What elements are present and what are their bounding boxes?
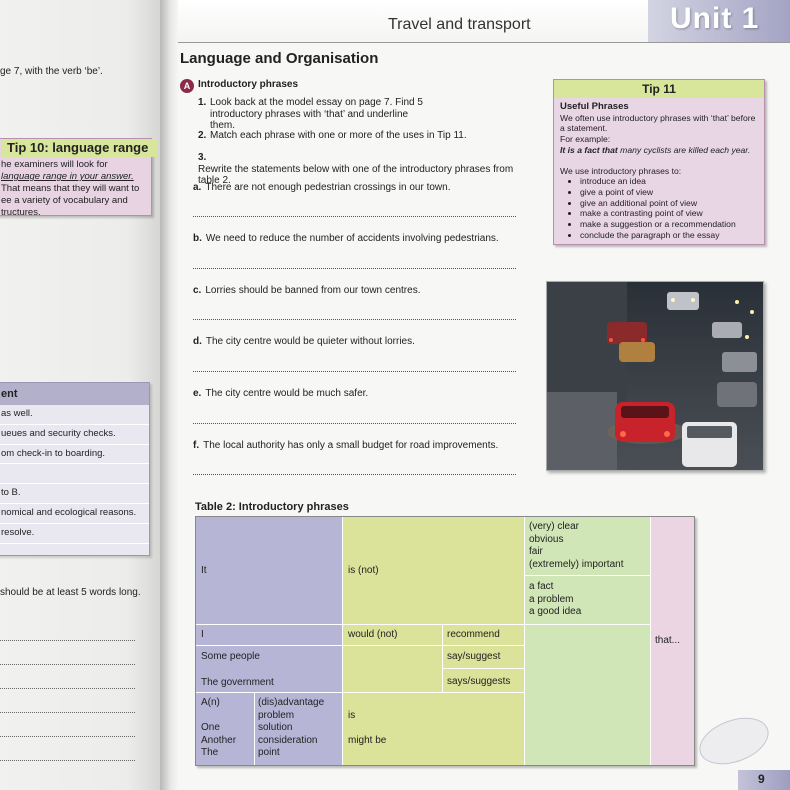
left-text-line: should be at least 5 words long. (0, 587, 141, 598)
grid-line (196, 692, 524, 693)
grid-line (342, 517, 343, 765)
instruction-2 (198, 130, 528, 142)
traffic-photo (546, 281, 764, 471)
tip11-heading: Tip 11 (554, 80, 764, 98)
advantage-word: solution (258, 722, 293, 733)
writing-line (0, 712, 135, 713)
cell-government: The government (201, 677, 274, 688)
cell-might-be: might be (348, 735, 387, 746)
left-table-row: as well. (0, 405, 149, 425)
tip10-line: ee a variety of vocabulary and (1, 195, 128, 206)
section-title: Language and Organisation (180, 50, 379, 67)
section-badge: A (180, 79, 194, 93)
subject: The (201, 747, 219, 758)
page-number: 9 (758, 772, 765, 786)
instruction-number: 3. (198, 152, 207, 163)
tip11-subheading: Useful Phrases (560, 101, 629, 112)
left-table-row: om check-in to boarding. (0, 445, 149, 465)
noun: a fact (529, 581, 554, 592)
advantage-word: (dis)advantage (258, 697, 325, 708)
adjective: fair (529, 546, 543, 557)
grid-line (650, 517, 651, 765)
exercise-item-e (193, 388, 368, 399)
tip11-uses-intro: We use introductory phrases to: (560, 165, 682, 176)
adjective: (extremely) important (529, 558, 624, 570)
cell-nouns (529, 581, 581, 619)
grid-line (442, 624, 443, 692)
exercise-item-d (193, 336, 415, 347)
item-letter: f. (193, 440, 200, 451)
answer-line[interactable] (193, 216, 516, 217)
cell-advantage (258, 697, 324, 760)
tip11-use: • give an additional point of view (580, 198, 758, 209)
item-letter: b. (193, 233, 202, 244)
tip11-use: • make a contrasting point of view (580, 208, 758, 219)
advantage-word: problem (258, 709, 295, 721)
subject (201, 710, 236, 723)
item-text: The city centre would be much safer. (205, 388, 369, 399)
cell-is: is (348, 710, 356, 721)
writing-line (0, 688, 135, 689)
tip11-intro: We often use introductory phrases with ‘that’ before a statement. (560, 112, 756, 134)
adjective: obvious (529, 533, 564, 545)
item-text: There are not enough pedestrian crossings in our town. (205, 182, 451, 193)
library-stamp (693, 709, 775, 773)
answer-line[interactable] (193, 423, 516, 424)
cell-would-not: would (not) (348, 629, 398, 640)
page-header-title: Travel and transport (388, 16, 531, 33)
answer-line[interactable] (193, 268, 516, 269)
noun: a good idea (529, 606, 582, 617)
cell-adjectives (529, 521, 623, 571)
grid-line (524, 517, 525, 765)
cell-that: that... (655, 635, 681, 646)
adjective: (very) clear (529, 521, 580, 532)
tip11-use: • introduce an idea (580, 176, 758, 187)
item-letter: c. (193, 285, 202, 296)
tip11-body (554, 98, 764, 240)
instruction-text: Match each phrase with one or more of the uses in Tip 11. (210, 130, 467, 141)
tip10-heading: Tip 10: language range (1, 139, 157, 157)
tip10-body (1, 159, 151, 219)
left-table (0, 382, 150, 556)
advantage-word: consideration (258, 734, 318, 746)
tip11-use: • give a point of view (580, 187, 758, 198)
instruction-text: Look back at the model essay on page 7. Find 5 introductory phrases with ‘that’ and underline them. (210, 97, 423, 131)
tip10-line: That means that they will want to (1, 183, 140, 194)
left-table-row: to B. (0, 484, 149, 504)
exercise-item-f (193, 440, 498, 451)
item-text: We need to reduce the number of accidents involving pedestrians. (205, 233, 499, 244)
left-page (0, 0, 160, 790)
exercise-item-c (193, 285, 420, 296)
writing-line (0, 640, 135, 641)
tip10-line: language range in your answer. (1, 171, 134, 182)
left-table-heading: ent (0, 383, 149, 405)
tip11-example-bold: It is a fact that (560, 144, 618, 155)
tip10-line: tructures. (1, 207, 41, 218)
grid-line (254, 692, 255, 765)
writing-line (0, 664, 135, 665)
tip10-box (0, 138, 152, 216)
instruction-number: 2. (198, 130, 207, 141)
cell-some-people: Some people (201, 651, 260, 662)
subject: One (201, 722, 220, 733)
page-header (178, 0, 790, 43)
tip11-use: • make a suggestion or a recommendation (580, 219, 758, 230)
cell-i: I (201, 629, 204, 640)
instruction-text: Rewrite the statements below with one of the introductory phrases from table 2. (198, 163, 514, 186)
writing-line (0, 736, 135, 737)
cell-subjects (201, 697, 236, 760)
subject: A(n) (201, 697, 220, 708)
instruction-number: 1. (198, 97, 207, 108)
tip10-line: he examiners will look for (1, 159, 108, 170)
answer-line[interactable] (193, 319, 516, 320)
left-table-row: resolve. (0, 524, 149, 544)
cell-recommend: recommend (447, 629, 500, 640)
table2-title: Table 2: Introductory phrases (195, 501, 349, 513)
answer-line[interactable] (193, 371, 516, 372)
grid-line (524, 575, 650, 576)
cell-it: It (201, 565, 207, 576)
subject: Another (201, 734, 237, 746)
noun: a problem (529, 593, 574, 605)
table2 (195, 516, 695, 766)
exercise-item-a (193, 182, 451, 193)
advantage-word: point (258, 747, 280, 758)
grid-line (196, 624, 650, 625)
unit-tab (648, 0, 790, 42)
instruction-1 (198, 97, 528, 132)
tip11-use: • conclude the paragraph or the essay (580, 230, 758, 241)
tip11-example-rest: many cyclists are killed each year. (617, 144, 751, 155)
item-text: The local authority has only a small budget for road improvements. (203, 440, 499, 451)
left-table-row (0, 464, 149, 484)
tip11-box (553, 79, 765, 245)
cell-say-suggest: say/suggest (447, 651, 501, 662)
exercise-item-b (193, 233, 499, 244)
tip11-uses-list (560, 176, 758, 240)
grid-line (442, 668, 524, 669)
item-letter: a. (193, 182, 202, 193)
tip11-intro: For example: (560, 134, 611, 145)
left-table-row: nomical and ecological reasons. (0, 504, 149, 524)
grid-line (196, 645, 524, 646)
item-text: The city centre would be quieter without lorries. (205, 336, 415, 347)
book-spine (160, 0, 178, 790)
item-letter: e. (193, 388, 202, 399)
unit-label: Unit 1 (670, 2, 760, 35)
traffic-photo-graphic (547, 282, 763, 470)
item-text: Lorries should be banned from our town centres. (205, 285, 421, 296)
writing-line (0, 760, 135, 761)
section-subtitle: Introductory phrases (198, 79, 299, 90)
answer-line[interactable] (193, 474, 516, 475)
left-table-row: ueues and security checks. (0, 425, 149, 445)
left-text-line: ge 7, with the verb ‘be’. (0, 66, 103, 77)
cell-says-suggests: says/suggests (447, 676, 511, 687)
tip11-example (560, 145, 758, 156)
cell-is-not: is (not) (348, 565, 379, 576)
right-page (178, 0, 790, 790)
item-letter: d. (193, 336, 202, 347)
